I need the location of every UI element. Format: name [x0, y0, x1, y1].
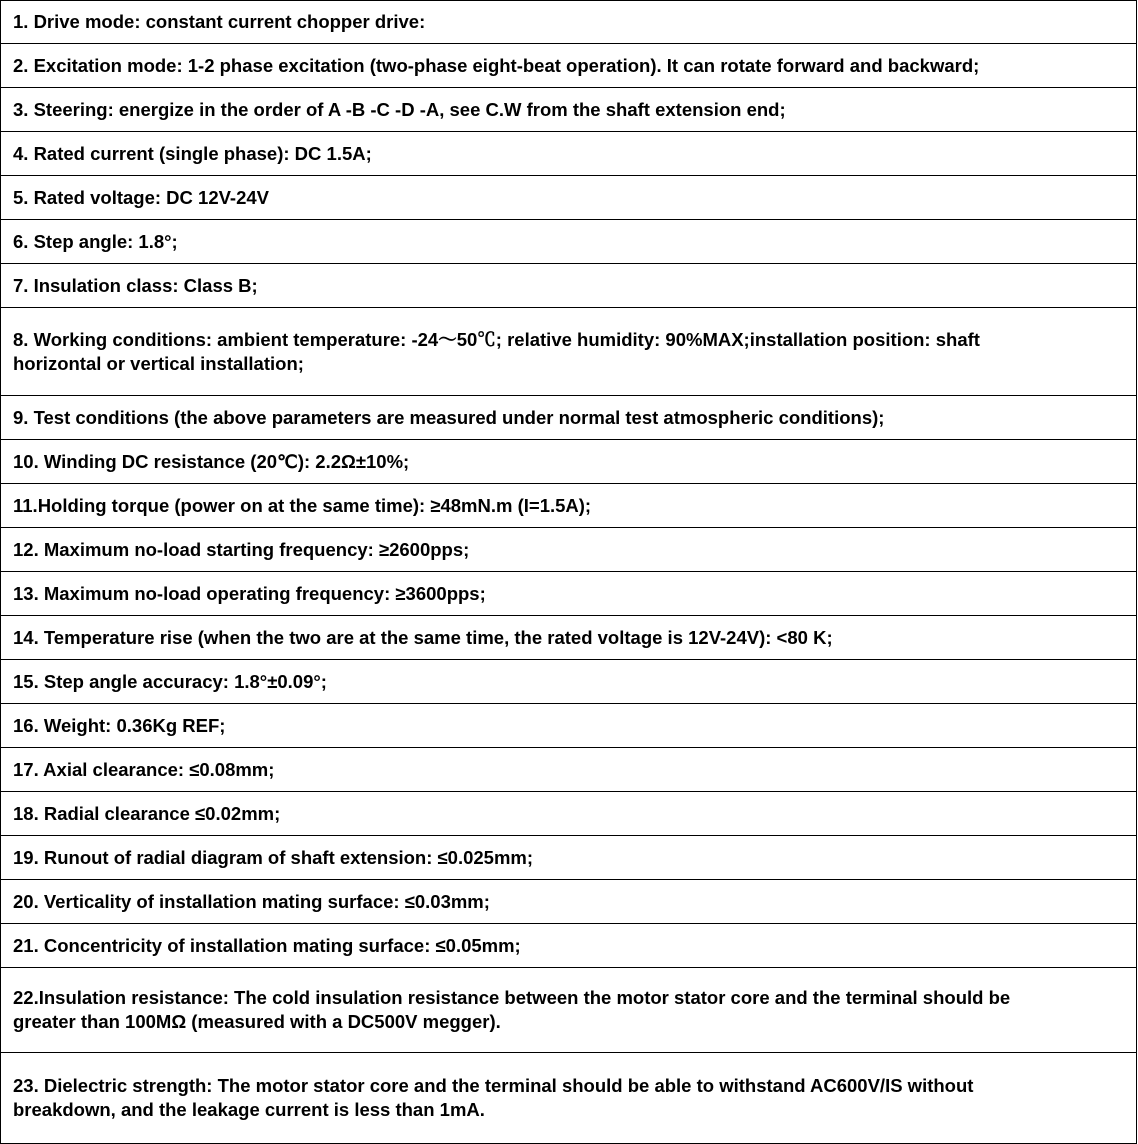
table-row — [1, 748, 1137, 792]
spec-item-11: 11.Holding torque (power on at the same time): ≥48mN.m (I=1.5A); — [1, 484, 1137, 528]
spec-item-13: 13. Maximum no-load operating frequency: ≥3600pps; — [1, 572, 1137, 616]
table-row — [1, 880, 1137, 924]
spec-item-17: 17. Axial clearance: ≤0.08mm; — [1, 748, 1137, 792]
table-row — [1, 308, 1137, 396]
table-row — [1, 836, 1137, 880]
spec-item-15: 15. Step angle accuracy: 1.8°±0.09°; — [1, 660, 1137, 704]
table-row — [1, 132, 1137, 176]
spec-item-16: 16. Weight: 0.36Kg REF; — [1, 704, 1137, 748]
spec-item-14: 14. Temperature rise (when the two are at the same time, the rated voltage is 12V-24V): <80 K; — [1, 616, 1137, 660]
table-row — [1, 44, 1137, 88]
table-row — [1, 264, 1137, 308]
spec-item-5: 5. Rated voltage: DC 12V-24V — [1, 176, 1137, 220]
spec-item-23: 23. Dielectric strength: The motor stator core and the terminal should be able to withstand AC600V/IS without breakdown, and the leakage current is less than 1mA. — [1, 1053, 1137, 1144]
table-row — [1, 704, 1137, 748]
table-row — [1, 528, 1137, 572]
spec-item-22: 22.Insulation resistance: The cold insulation resistance between the motor stator core and the terminal should be greater than 100MΩ (measured with a DC500V megger). — [1, 968, 1137, 1053]
table-row — [1, 616, 1137, 660]
spec-item-12: 12. Maximum no-load starting frequency: ≥2600pps; — [1, 528, 1137, 572]
table-row — [1, 1053, 1137, 1144]
table-row — [1, 396, 1137, 440]
table-row — [1, 660, 1137, 704]
spec-item-21: 21. Concentricity of installation mating surface: ≤0.05mm; — [1, 924, 1137, 968]
table-row — [1, 220, 1137, 264]
table-row — [1, 176, 1137, 220]
spec-item-6: 6. Step angle: 1.8°; — [1, 220, 1137, 264]
spec-item-10: 10. Winding DC resistance (20℃): 2.2Ω±10%; — [1, 440, 1137, 484]
table-row — [1, 484, 1137, 528]
spec-item-7: 7. Insulation class: Class B; — [1, 264, 1137, 308]
table-row — [1, 1, 1137, 44]
spec-item-9: 9. Test conditions (the above parameters are measured under normal test atmospheric conditions); — [1, 396, 1137, 440]
table-row — [1, 968, 1137, 1053]
table-row — [1, 924, 1137, 968]
spec-item-3: 3. Steering: energize in the order of A -B -C -D -A, see C.W from the shaft extension end; — [1, 88, 1137, 132]
table-row — [1, 572, 1137, 616]
spec-item-1: 1. Drive mode: constant current chopper drive: — [1, 1, 1137, 44]
spec-item-8: 8. Working conditions: ambient temperature: -24～50℃; relative humidity: 90%MAX;installation position: shaft horizontal or vertical installation; — [1, 308, 1137, 396]
table-row — [1, 440, 1137, 484]
spec-item-2: 2. Excitation mode: 1-2 phase excitation (two-phase eight-beat operation). It can rotate forward and backward; — [1, 44, 1137, 88]
table-row — [1, 792, 1137, 836]
spec-item-19: 19. Runout of radial diagram of shaft extension: ≤0.025mm; — [1, 836, 1137, 880]
table-row — [1, 88, 1137, 132]
spec-item-20: 20. Verticality of installation mating surface: ≤0.03mm; — [1, 880, 1137, 924]
spec-item-18: 18. Radial clearance ≤0.02mm; — [1, 792, 1137, 836]
spec-item-4: 4. Rated current (single phase): DC 1.5A; — [1, 132, 1137, 176]
